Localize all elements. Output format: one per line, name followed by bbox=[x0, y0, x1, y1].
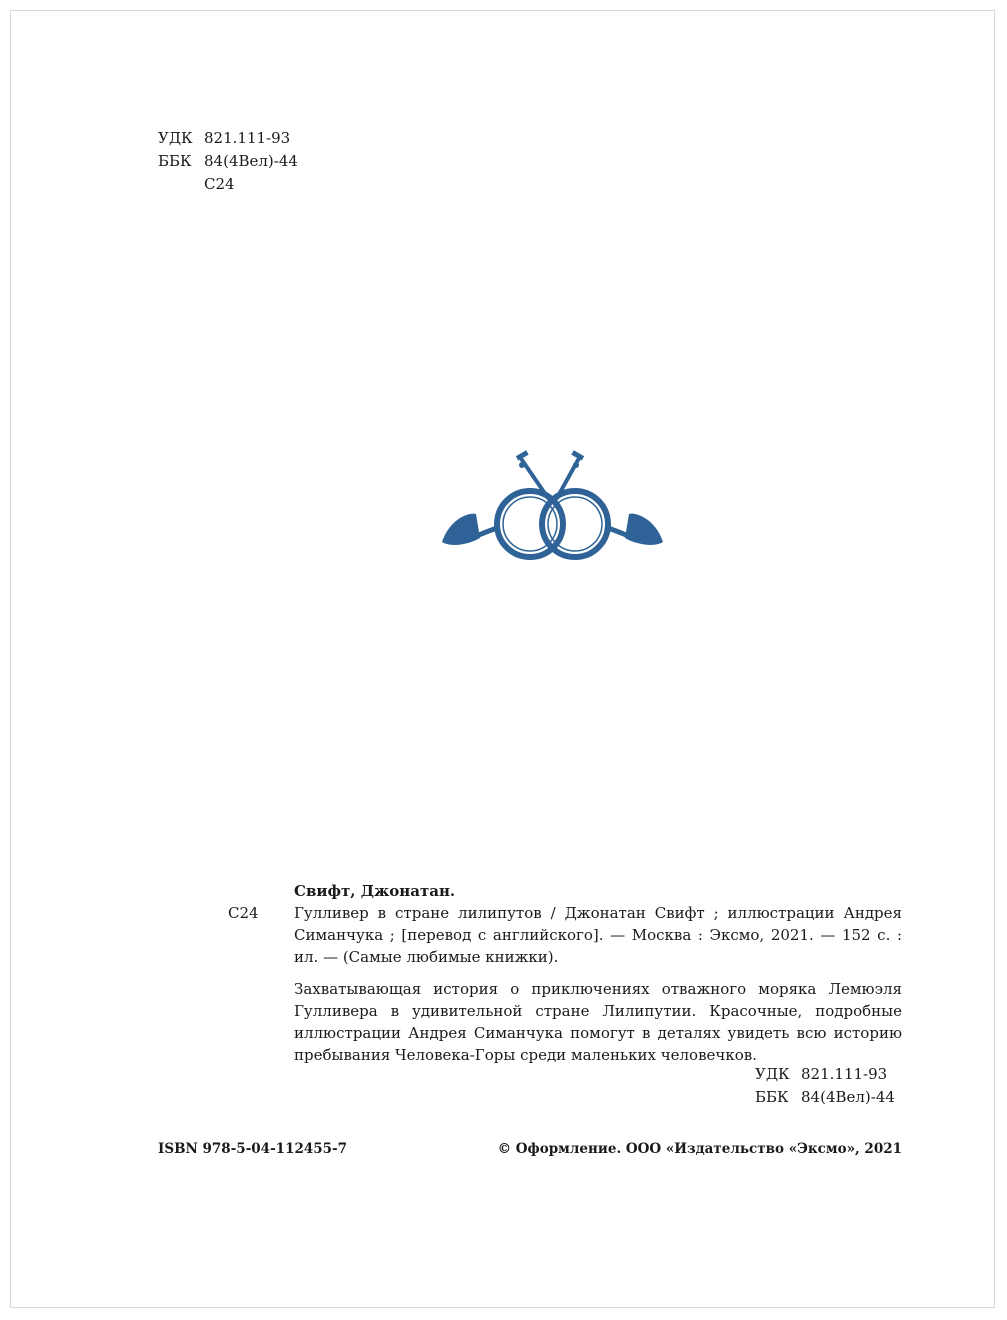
udk-label-bottom: УДК bbox=[755, 1065, 790, 1083]
bbk-value: 84(4Вел)-44 bbox=[204, 152, 298, 170]
classification-codes-bottom bbox=[755, 1063, 895, 1109]
page-border bbox=[10, 10, 995, 1308]
bbk-label: ББК bbox=[158, 152, 192, 170]
classification-codes-top bbox=[158, 127, 298, 196]
author-sign-row bbox=[158, 173, 298, 196]
udk-row-bottom bbox=[755, 1063, 895, 1086]
udk-row bbox=[158, 127, 298, 150]
bbk-row-bottom bbox=[755, 1086, 895, 1109]
udk-value-bottom: 821.111-93 bbox=[801, 1065, 888, 1083]
catalog-entry bbox=[228, 902, 902, 968]
catalog-annotation: Захватывающая история о приключениях отважного моряка Лемюэля Гулливера в удивительной стране Лилипутии. Красочные, подробные иллюстрации Андрея Симанчука помогут в деталях увидеть всю историю пребывания Человека-Горы среди маленьких человечков. bbox=[294, 980, 902, 1064]
author-sign: С24 bbox=[204, 175, 235, 193]
catalog-description: Гулливер в стране лилипутов / Джонатан Свифт ; иллюстрации Андрея Симанчука ; [перевод с английского]. — Москва : Эксмо, 2021. — 152 с. : ил. — (Самые любимые книжки). bbox=[294, 904, 902, 966]
bbk-value-bottom: 84(4Вел)-44 bbox=[801, 1088, 895, 1106]
crossed-post-horns-icon bbox=[440, 450, 665, 565]
catalog-card bbox=[228, 880, 902, 1066]
bbk-label-bottom: ББК bbox=[755, 1088, 789, 1106]
catalog-author: Свифт, Джонатан. bbox=[294, 882, 456, 900]
udk-value: 821.111-93 bbox=[204, 129, 291, 147]
udk-label: УДК bbox=[158, 129, 193, 147]
isbn: ISBN 978-5-04-112455-7 bbox=[158, 1141, 348, 1157]
catalog-code: С24 bbox=[228, 904, 259, 922]
copyright: © Оформление. ООО «Издательство «Эксмо», 2021 bbox=[497, 1141, 902, 1157]
bbk-row bbox=[158, 150, 298, 173]
